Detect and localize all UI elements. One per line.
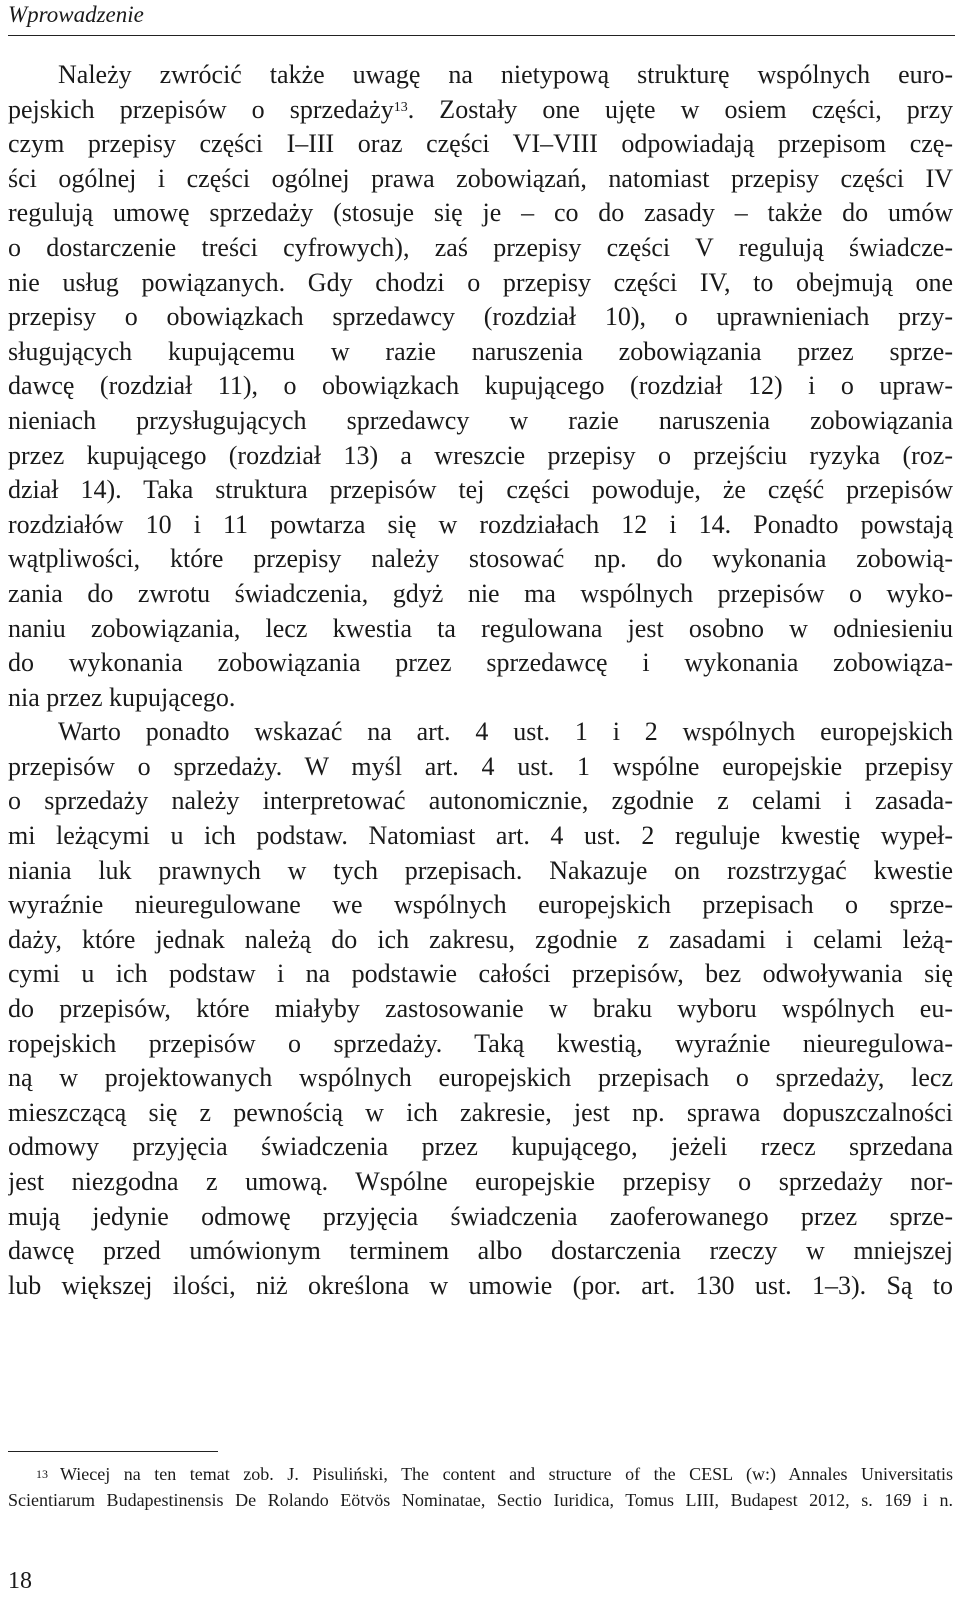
text-line: sługujących kupującemu w razie naruszenia zobowiązania przez sprze-	[8, 336, 953, 366]
text-line: wyraźnie nieuregulowane we wspólnych europejskich przepisach o sprze-	[8, 890, 953, 920]
text-line: rozdziałów 10 i 11 powtarza się w rozdziałach 12 i 14. Ponadto powstają	[8, 509, 953, 539]
text-line: zania do zwrotu świadczenia, gdyż nie ma wspólnych przepisów o wyko-	[8, 578, 953, 608]
text-line: dawcę przed umówionym terminem albo dostarczenia rzeczy w mniejszej	[8, 1236, 953, 1266]
text-line: nia przez kupującego.	[8, 682, 236, 712]
text-line: ną w projektowanych wspólnych europejskich przepisach o sprzedaży, lecz	[8, 1063, 953, 1093]
text-line: czym przepisy części I–III oraz części VI–VIII odpowiadają przepisom czę-	[8, 129, 953, 159]
body-text	[8, 58, 953, 1303]
text-line: odmowy przyjęcia świadczenia przez kupującego, jeżeli rzecz sprzedana	[8, 1132, 953, 1162]
text-line: nieniach przysługujących sprzedawcy w razie naruszenia zobowiązania	[8, 405, 953, 435]
text-line: lub większej ilości, niż określona w umowie (por. art. 130 ust. 1–3). Są to	[8, 1270, 953, 1300]
text-line: ropejskich przepisów o sprzedaży. Taką kwestią, wyraźnie nieuregulowa-	[8, 1028, 953, 1058]
text-line: jest niezgodna z umową. Wspólne europejskie przepisy o sprzedaży nor-	[8, 1167, 953, 1196]
text-segment: . Zostały one ujęte w osiem części, przy	[407, 94, 953, 124]
footnote-reference[interactable]: 13	[393, 99, 408, 115]
text-line: o dostarczenie treści cyfrowych), zaś przepisy części V regulują świadcze-	[8, 232, 953, 262]
text-line: o sprzedaży należy interpretować autonomicznie, zgodnie z celami i zasada-	[8, 786, 953, 816]
text-line: przepisy o obowiązkach sprzedawcy (rozdział 10), o uprawnieniach przy-	[8, 302, 953, 332]
page-number: 18	[8, 1568, 32, 1594]
text-line: Należy zwrócić także uwagę na nietypową strukturę wspólnych euro-	[58, 60, 953, 89]
header-rule	[8, 35, 955, 36]
text-line: przepisów o sprzedaży. W myśl art. 4 ust. 1 wspólne europejskie przepisy	[8, 751, 953, 781]
text-line: ści ogólnej i części ogólnej prawa zobowiązań, natomiast przepisy części IV	[8, 163, 953, 193]
running-header: Wprowadzenie	[8, 2, 144, 27]
text-line: cymi u ich podstaw i na podstawie całości przepisów, bez odwoływania się	[8, 959, 953, 989]
text-line: niania luk prawnych w tych przepisach. Nakazuje on rozstrzygać kwestie	[8, 855, 953, 885]
text-line: mieszczącą się z pewnością w ich zakresie, jest np. sprawa dopuszczalności	[8, 1097, 953, 1127]
footnote-number: 13	[36, 1467, 48, 1481]
text-line: regulują umowę sprzedaży (stosuje się je – co do zasady – także do umów	[8, 198, 953, 228]
text-line	[8, 93, 953, 128]
text-line: dawcę (rozdział 11), o obowiązkach kupującego (rozdział 12) i o upraw-	[8, 371, 953, 401]
text-line: mi leżącymi u ich podstaw. Natomiast art. 4 ust. 2 reguluje kwestię wypeł-	[8, 821, 953, 851]
text-line: nie usług powiązanych. Gdy chodzi o przepisy części IV, to obejmują one	[8, 267, 953, 297]
footnote-rule	[8, 1451, 218, 1452]
text-line: mują jedynie odmowę przyjęcia świadczenia zaoferowanego przez sprze-	[8, 1201, 953, 1231]
footnote-line: Scientiarum Budapestinensis De Rolando Eötvös Nominatae, Sectio Iuridica, Tomus LIII, Budapest 2012, s. 169 i n.	[8, 1490, 953, 1510]
footnote	[8, 1461, 953, 1513]
text-line: do przepisów, które miałyby zastosowanie w braku wyboru wspólnych eu-	[8, 994, 953, 1024]
text-line: do wykonania zobowiązania przez sprzedawcę i wykonania zobowiąza-	[8, 648, 953, 678]
text-line: dział 14). Taka struktura przepisów tej części powoduje, że część przepisów	[8, 475, 953, 505]
text-line: daży, które jednak należą do ich zakresu, zgodnie z zasadami i celami leżą-	[8, 924, 953, 954]
text-line: Warto ponadto wskazać na art. 4 ust. 1 i 2 wspólnych europejskich	[58, 717, 953, 747]
footnote-line	[8, 1461, 953, 1487]
text-line: naniu zobowiązania, lecz kwestia ta regulowana jest osobno w odniesieniu	[8, 613, 953, 643]
footnote-text: Wiecej na ten temat zob. J. Pisuliński, The content and structure of the CESL (w:) Annales Universitatis	[60, 1464, 953, 1484]
text-line: wątpliwości, które przepisy należy stosować np. do wykonania zobowią-	[8, 544, 953, 574]
text-segment: pejskich przepisów o sprzedaży	[8, 94, 394, 124]
text-line: przez kupującego (rozdział 13) a wreszcie przepisy o przejściu ryzyka (roz-	[8, 440, 953, 470]
